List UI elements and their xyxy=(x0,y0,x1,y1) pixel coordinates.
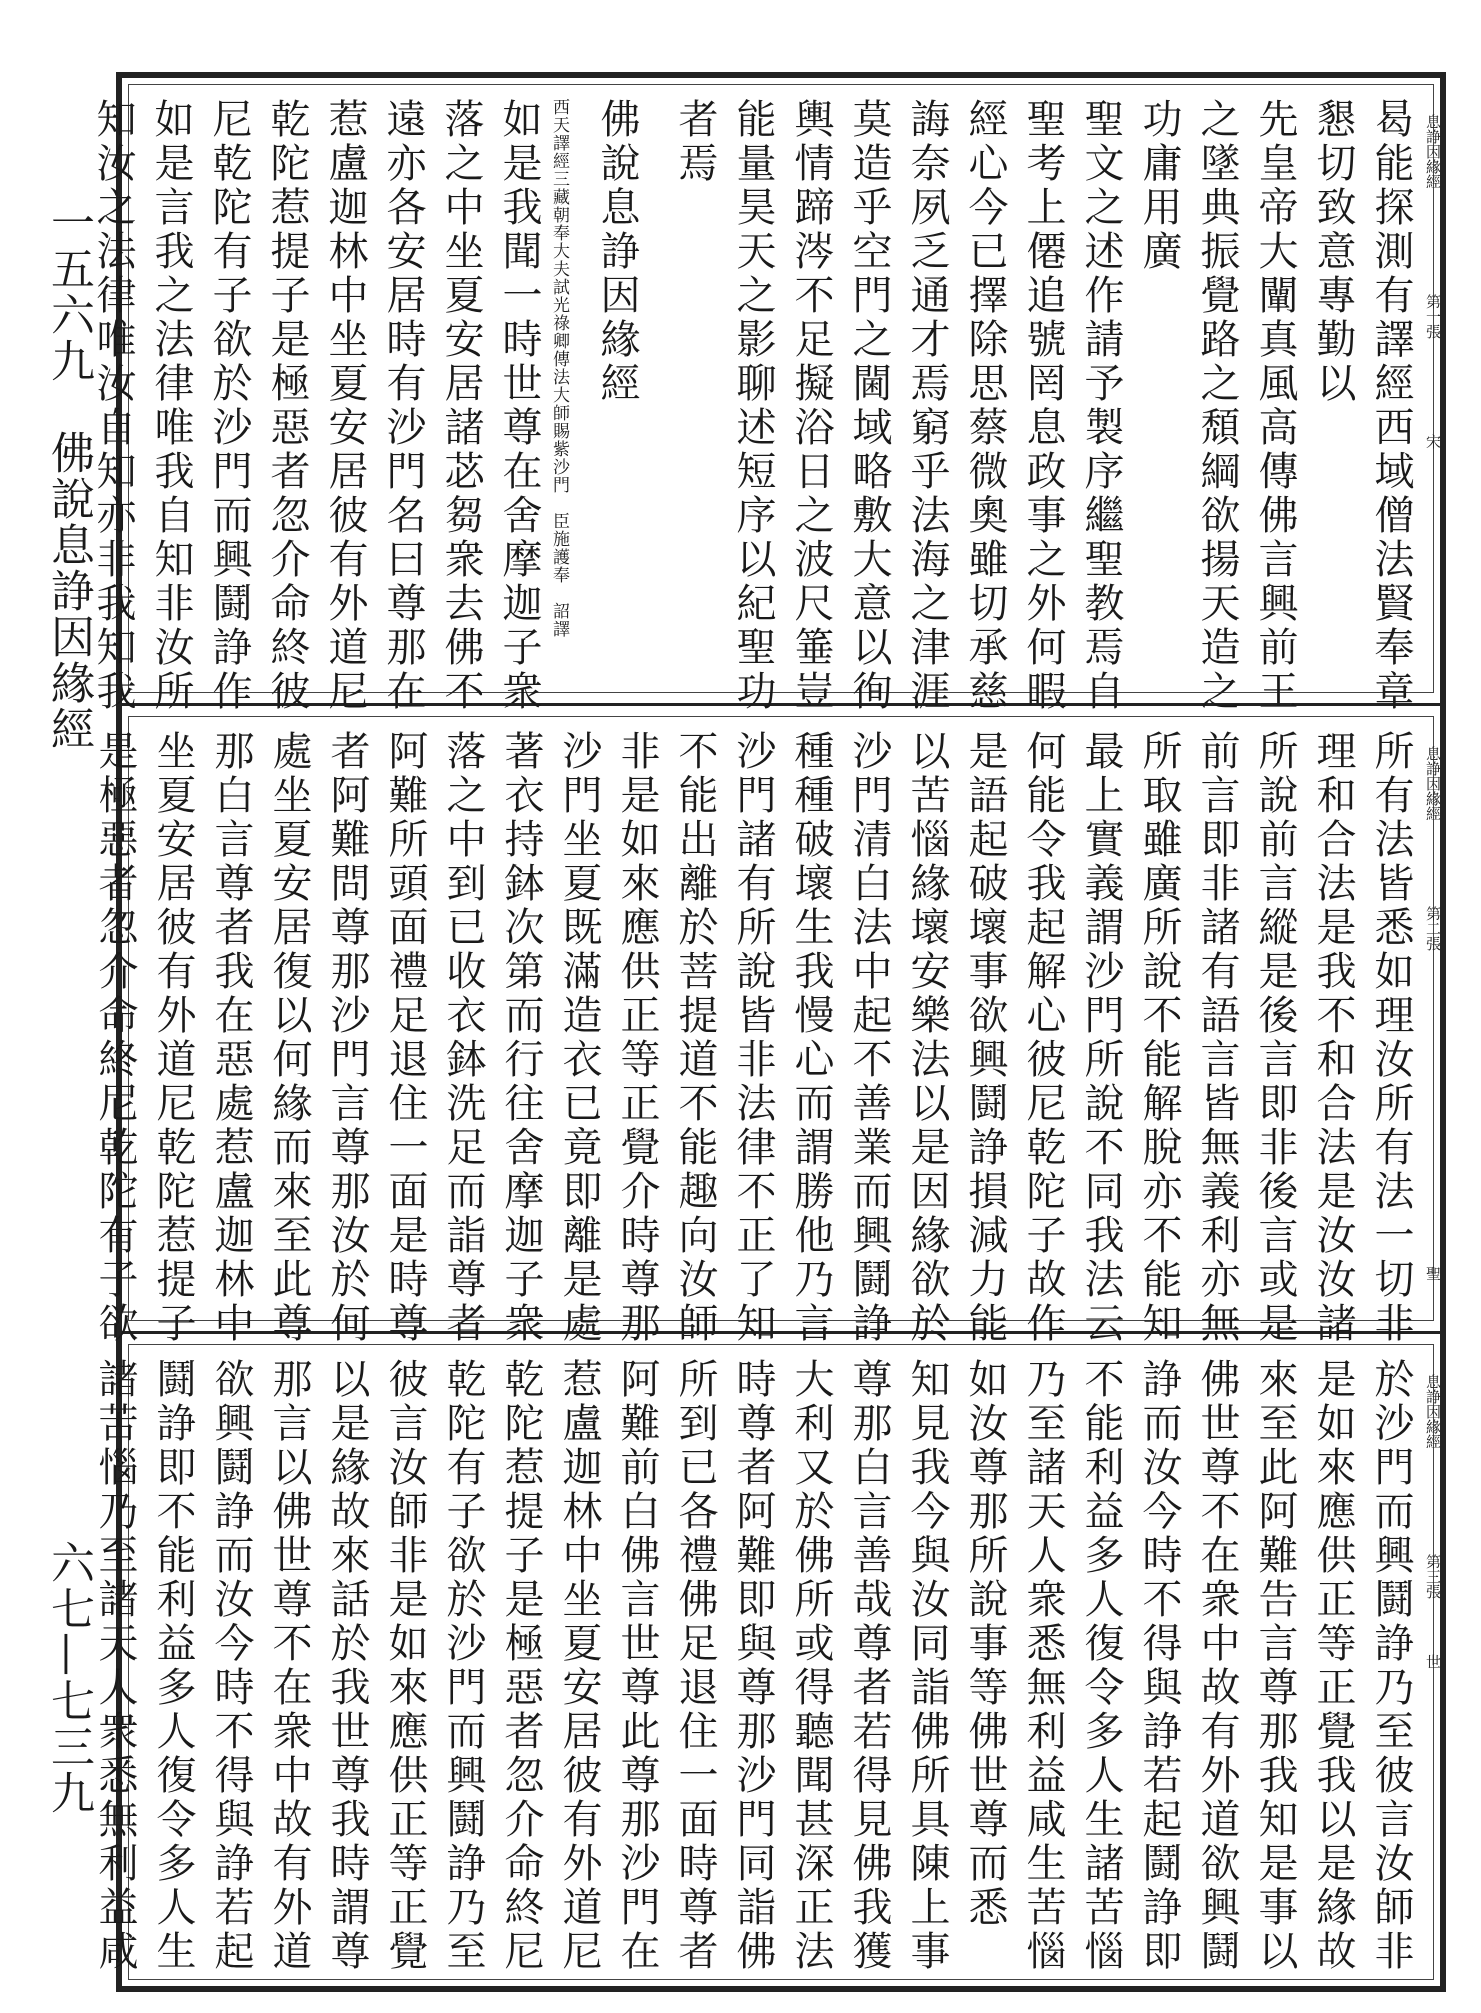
text-column: 落之中到已收衣鉢洗足而詣尊者 xyxy=(440,730,486,1346)
text-column: 莫造乎空門之閫域略敷大意以徇 xyxy=(846,98,892,714)
text-column: 於沙門而興鬪諍乃至彼言汝師非 xyxy=(1368,1358,1414,1974)
panel-bottom xyxy=(92,1334,1444,1990)
text-column: 聖文之述作請予製序繼聖教焉自 xyxy=(1078,98,1124,714)
text-column: 尼乾陀有子欲於沙門而興鬪諍作 xyxy=(206,98,252,714)
text-column: 所到已各禮佛足退住一面時尊者 xyxy=(672,1358,718,1974)
panel-note: 第二張 xyxy=(1424,906,1442,951)
text-column: 懇切致意專勤以 xyxy=(1310,98,1356,406)
text-column: 不能利益多人復令多人生諸苦惱 xyxy=(1078,1358,1124,1974)
text-column: 是極惡者忽介命終尼乾陀有子欲 xyxy=(92,730,138,1346)
sutra-title: 佛說息諍因緣經 xyxy=(594,98,640,406)
panel-note: 息諍因緣經 xyxy=(1424,1374,1442,1449)
panel-middle xyxy=(92,706,1444,1346)
text-column: 最上實義謂沙門所說不同我法云 xyxy=(1078,730,1124,1346)
text-column: 以苦惱緣壞安樂法以是因緣欲於 xyxy=(904,730,950,1346)
text-column: 曷能探測有譯經西域僧法賢奉章 xyxy=(1368,98,1414,714)
text-column: 知汝之法律唯汝自知亦非我知我 xyxy=(90,98,136,714)
text-column: 不能出離於菩提道不能趣向汝師 xyxy=(672,730,718,1346)
text-column: 乾陀惹提子是極惡者忽介命終彼 xyxy=(264,98,310,714)
text-column: 如汝尊那所說事等佛世尊而悉 xyxy=(962,1358,1008,1930)
text-column: 以是緣故來話於我世尊我時謂尊 xyxy=(324,1358,370,1974)
text-column: 諍而汝今時不得與諍若起鬪諍即 xyxy=(1136,1358,1182,1974)
text-column: 阿難前白佛言世尊此尊那沙門在 xyxy=(614,1358,660,1974)
text-column: 乾陀惹提子是極惡者忽介命終尼 xyxy=(498,1358,544,1974)
panel-note: 息諍因緣經 xyxy=(1424,746,1442,821)
panel-note: 第一張 xyxy=(1424,294,1442,339)
text-column: 者阿難問尊那沙門言尊那汝於何 xyxy=(324,730,370,1346)
text-column: 落之中坐夏安居諸苾芻衆去佛不 xyxy=(438,98,484,714)
text-column: 乾陀有子欲於沙門而興鬪諍乃至 xyxy=(440,1358,486,1974)
text-column: 沙門坐夏既滿造衣已竟即離是處 xyxy=(556,730,602,1346)
text-column: 那白言尊者我在惡處惹盧迦林中 xyxy=(208,730,254,1346)
text-column: 沙門清白法中起不善業而興鬪諍 xyxy=(846,730,892,1346)
translator-line: 西天譯經三藏朝奉大夫試光祿卿傳法大師賜紫沙門 臣施護奉 詔譯 xyxy=(549,98,569,638)
text-column: 所取雖廣所說不能解脫亦不能知 xyxy=(1136,730,1182,1346)
text-column: 惹盧迦林中坐夏安居彼有外道尼 xyxy=(322,98,368,714)
panel-top-columns xyxy=(84,98,1420,714)
text-column: 阿難所頭面禮足退住一面是時尊 xyxy=(382,730,428,1346)
text-column: 惹盧迦林中坐夏安居彼有外道尼 xyxy=(556,1358,602,1974)
text-column: 者焉 xyxy=(672,98,718,186)
panel-middle-columns xyxy=(86,730,1420,1346)
text-column: 乃至諸天人衆悉無利益咸生苦惱 xyxy=(1020,1358,1066,1974)
text-column: 佛世尊不在衆中故有外道欲興鬪 xyxy=(1194,1358,1240,1974)
text-column: 理和合法是我不和合法是汝汝諸 xyxy=(1310,730,1356,1346)
text-column: 經心今已擇除思蔡微奧雖切承慈 xyxy=(962,98,1008,714)
panel-top xyxy=(90,74,1444,714)
panel-note: 聖 xyxy=(1424,1266,1442,1281)
text-column: 大利又於佛所或得聽聞甚深正法 xyxy=(788,1358,834,1974)
text-column: 功庸用廣 xyxy=(1136,98,1182,274)
text-column: 何能令我起解心彼尼乾陀子故作 xyxy=(1020,730,1066,1346)
text-column: 坐夏安居彼有外道尼乾陀惹提子 xyxy=(150,730,196,1346)
margin-page-number: 六七—七三九 xyxy=(43,1540,94,1816)
text-column: 是如來應供正等正覺我以是緣故 xyxy=(1310,1358,1356,1974)
text-column: 沙門諸有所說皆非法律不正了知 xyxy=(730,730,776,1346)
panel-note: 世 xyxy=(1424,1654,1442,1669)
text-column: 彼言汝師非是如來應供正等正覺 xyxy=(382,1358,428,1974)
text-column: 所有法皆悉如理汝所有法一切非 xyxy=(1368,730,1414,1346)
text-column: 遠亦各安居時有沙門名曰尊那在 xyxy=(380,98,426,714)
text-column: 誨奈夙乏通才焉窮乎法海之津涯 xyxy=(904,98,950,714)
text-column: 非是如來應供正等正覺介時尊那 xyxy=(614,730,660,1346)
panel-note: 宋 xyxy=(1424,434,1442,449)
text-column: 如是我聞一時世尊在舍摩迦子衆 xyxy=(496,98,542,714)
text-column: 能量昊天之影聊述短序以紀聖功 xyxy=(730,98,776,714)
text-column: 鬪諍即不能利益多人復令多人生 xyxy=(150,1358,196,1974)
text-column: 聖考上僊追號罔息政事之外何暇 xyxy=(1020,98,1066,714)
text-column: 種種破壞生我慢心而謂勝他乃言 xyxy=(788,730,834,1346)
panel-bottom-columns xyxy=(86,1358,1420,1974)
text-column: 諸苦惱乃至諸天人衆悉無利益咸 xyxy=(92,1358,138,1974)
panel-note: 第三張 xyxy=(1424,1554,1442,1599)
margin-sutra-title: 一五六九 佛說息諍因緣經 xyxy=(43,200,94,752)
text-column: 所說前言縱是後言即非後言或是 xyxy=(1252,730,1298,1346)
text-column: 那言以佛世尊不在衆中故有外道 xyxy=(266,1358,312,1974)
text-column: 前言即非諸有語言皆無義利亦無 xyxy=(1194,730,1240,1346)
text-column: 尊那白言善哉尊者若得見佛我獲 xyxy=(846,1358,892,1974)
text-column: 如是言我之法律唯我自知非汝所 xyxy=(148,98,194,714)
text-column: 來至此阿難告言尊那我知是事以 xyxy=(1252,1358,1298,1974)
text-column: 之墜典振覺路之頹綱欲揚天造之 xyxy=(1194,98,1240,714)
text-column: 知見我今與汝同詣佛所具陳上事 xyxy=(904,1358,950,1974)
text-column: 時尊者阿難即與尊那沙門同詣佛 xyxy=(730,1358,776,1974)
blank-column xyxy=(646,98,666,688)
text-column: 處坐夏安居復以何緣而來至此尊 xyxy=(266,730,312,1346)
panel-note: 息諍因緣經 xyxy=(1424,114,1442,189)
text-column: 欲興鬪諍而汝今時不得與諍若起 xyxy=(208,1358,254,1974)
text-column: 先皇帝大闡真風高傳佛言興前王 xyxy=(1252,98,1298,714)
text-column: 輿情蹄涔不足擬浴日之波尺箠豈 xyxy=(788,98,834,714)
text-column: 著衣持鉢次第而行往舍摩迦子衆 xyxy=(498,730,544,1346)
text-column: 是語起破壞事欲興鬪諍損減力能 xyxy=(962,730,1008,1346)
